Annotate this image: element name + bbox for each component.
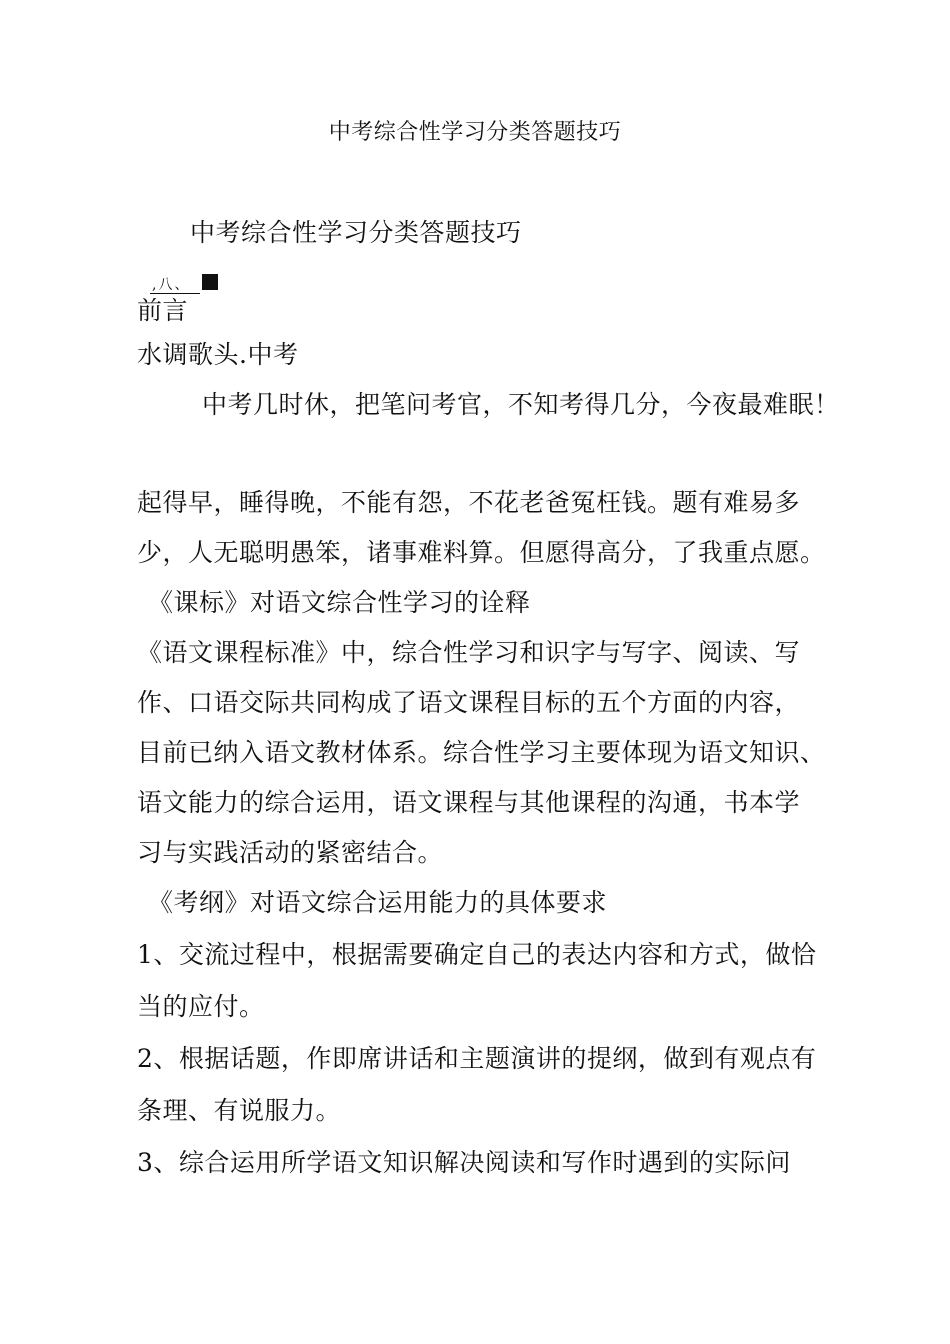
list-item-line: 当的应付。	[137, 992, 265, 1021]
list-item-line: 1、交流过程中，根据需要确定自己的表达内容和方式，做恰	[137, 940, 817, 969]
paragraph-line: 目前已纳入语文教材体系。综合性学习主要体现为语文知识、	[137, 738, 826, 767]
poem-line: 少，人无聪明愚笨，诸事难料算。但愿得高分，了我重点愿。	[137, 538, 826, 567]
poem-line: 中考几时休，把笔问考官，不知考得几分，今夜最难眠！	[202, 390, 840, 419]
paragraph-line: 习与实践活动的紧密结合。	[137, 838, 444, 867]
black-square-icon	[202, 274, 218, 290]
document-subtitle: 中考综合性学习分类答题技巧	[190, 218, 522, 247]
list-item-line: 条理、有说服力。	[137, 1096, 342, 1125]
preface-heading: 前言	[137, 296, 189, 325]
paragraph-line: 作、口语交际共同构成了语文课程目标的五个方面的内容，	[137, 688, 801, 717]
paragraph-line: 《语文课程标准》中，综合性学习和识字与写字、阅读、写	[137, 638, 801, 667]
paragraph-line: 语文能力的综合运用，语文课程与其他课程的沟通，书本学	[137, 788, 801, 817]
list-item-line: 2、根据话题，作即席讲话和主题演讲的提纲，做到有观点有	[137, 1044, 817, 1073]
section-heading: 《考纲》对语文综合运用能力的具体要求	[148, 888, 608, 917]
document-title: 中考综合性学习分类答题技巧	[328, 120, 622, 145]
artifact-text: ,八、	[150, 277, 200, 294]
poem-title: 水调歌头.中考	[137, 340, 299, 369]
poem-line: 起得早，睡得晚，不能有怨，不花老爸冤枉钱。题有难易多	[137, 488, 801, 517]
section-heading: 《课标》对语文综合性学习的诠释	[148, 588, 531, 617]
list-item-line: 3、综合运用所学语文知识解决阅读和写作时遇到的实际问	[137, 1148, 791, 1177]
scan-artifact	[150, 268, 218, 294]
